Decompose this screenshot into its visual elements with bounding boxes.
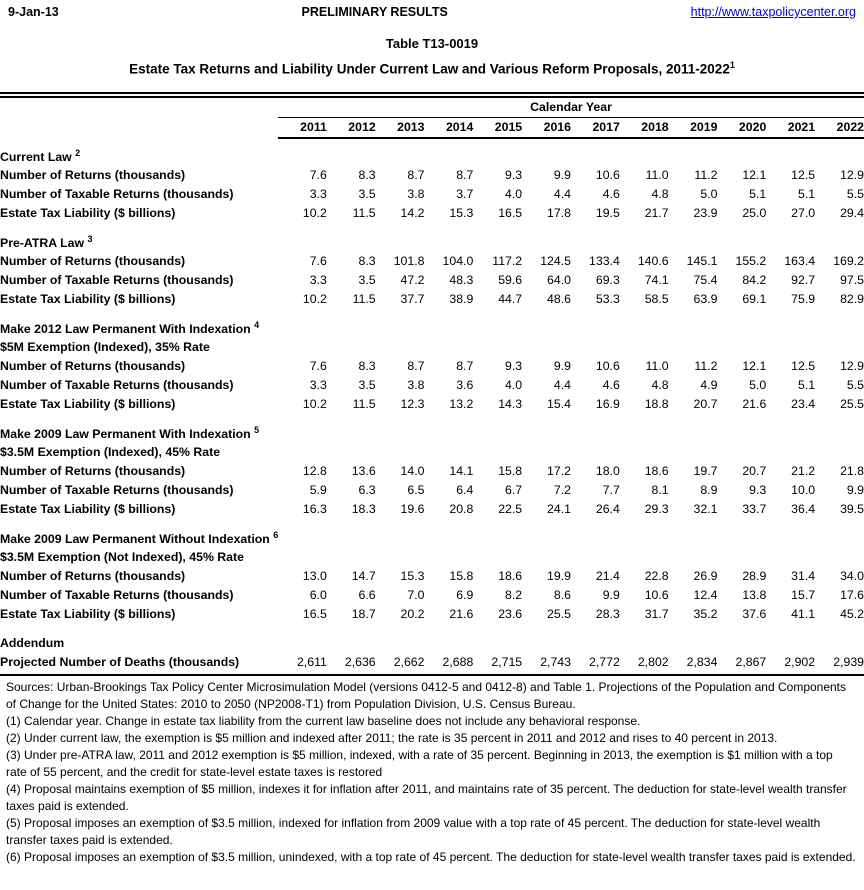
value-cell: 2,834 — [686, 655, 718, 669]
value-cell: 3.3 — [309, 187, 327, 201]
value-cell: 5.1 — [749, 187, 767, 201]
section-gap-cell — [0, 309, 864, 319]
row-label: Number of Taxable Returns (thousands) — [0, 378, 234, 392]
value-cell: 38.9 — [449, 292, 474, 306]
value-cell: 3.6 — [456, 378, 474, 392]
value-cell: 2,688 — [442, 655, 474, 669]
value-cell: 23.6 — [498, 607, 523, 621]
value-cell: 16.3 — [302, 502, 327, 516]
value-cell: 9.9 — [553, 168, 571, 182]
value-cell: 3.7 — [456, 187, 474, 201]
value-cell: 4.8 — [651, 378, 669, 392]
value-cell: 140.6 — [637, 254, 669, 268]
section-header-row — [0, 424, 864, 443]
taxpolicycenter-link[interactable]: http://www.taxpolicycenter.org — [690, 5, 856, 19]
value-cell: 69.3 — [595, 273, 620, 287]
year-header-2017: 2017 — [571, 117, 620, 138]
value-cell: 18.3 — [351, 502, 376, 516]
value-cell: 69.1 — [742, 292, 767, 306]
value-cell: 3.8 — [407, 187, 425, 201]
value-cell: 3.3 — [309, 378, 327, 392]
value-cell: 48.3 — [449, 273, 474, 287]
value-cell: 15.4 — [547, 397, 571, 411]
value-cell: 101.8 — [393, 254, 425, 268]
value-cell: 16.5 — [498, 206, 523, 220]
value-cell: 12.5 — [791, 359, 816, 373]
value-cell: 34.0 — [840, 569, 864, 583]
value-cell: 11.5 — [352, 206, 376, 220]
row-label: Estate Tax Liability ($ billions) — [0, 292, 176, 306]
value-cell: 6.5 — [407, 483, 425, 497]
value-cell: 4.4 — [553, 187, 571, 201]
value-cell: 29.4 — [840, 206, 864, 220]
estate-tax-table — [0, 98, 864, 672]
table-row — [0, 462, 864, 481]
value-cell: 5.0 — [749, 378, 767, 392]
section-subheader-label: $3.5M Exemption (Not Indexed), 45% Rate — [0, 550, 244, 564]
year-header-2021: 2021 — [766, 117, 815, 138]
table-lead-spacer-cell — [0, 138, 864, 147]
value-cell: 9.9 — [602, 588, 620, 602]
section-footnote-marker: 5 — [254, 424, 260, 435]
spanner-empty-cell — [0, 98, 278, 118]
value-cell: 25.5 — [840, 397, 864, 411]
value-cell: 18.8 — [644, 397, 669, 411]
section-header-label: Pre-ATRA Law $^3$ — [0, 233, 93, 251]
value-cell: 10.6 — [644, 588, 669, 602]
value-cell: 10.6 — [595, 168, 620, 182]
row-label: Number of Taxable Returns (thousands) — [0, 273, 234, 287]
value-cell: 37.7 — [400, 292, 425, 306]
footnotes-block — [0, 676, 864, 866]
table-row — [0, 185, 864, 204]
value-cell: 84.2 — [742, 273, 767, 287]
year-header-2014: 2014 — [424, 117, 473, 138]
value-cell: 59.6 — [498, 273, 523, 287]
value-cell: 2,902 — [784, 655, 816, 669]
value-cell: 74.1 — [644, 273, 669, 287]
value-cell: 18.6 — [498, 569, 523, 583]
table-row — [0, 204, 864, 223]
footnote-4: (4) Proposal maintains exemption of $5 million, indexes it for inflation after 2011, and maintains rate of 35 percent. The deduction for state-level wealth transfer taxes paid is extended. — [6, 781, 847, 813]
value-cell: 26.9 — [693, 569, 718, 583]
table-row — [0, 653, 864, 672]
value-cell: 11.5 — [352, 397, 376, 411]
row-label: Projected Number of Deaths (thousands) — [0, 655, 240, 669]
value-cell: 13.6 — [351, 464, 376, 478]
row-label: Number of Returns (thousands) — [0, 359, 186, 373]
value-cell: 6.0 — [309, 588, 327, 602]
doc-date: 9-Jan-13 — [8, 5, 59, 19]
section-footnote-marker: 4 — [254, 319, 260, 330]
value-cell: 2,802 — [637, 655, 669, 669]
value-cell: 16.5 — [302, 607, 327, 621]
section-header-label: Current Law $^2$ — [0, 147, 81, 165]
section-gap-cell — [0, 624, 864, 634]
value-cell: 5.9 — [309, 483, 327, 497]
value-cell: 20.2 — [400, 607, 425, 621]
table-row — [0, 166, 864, 185]
row-label: Estate Tax Liability ($ billions) — [0, 607, 176, 621]
value-cell: 12.9 — [840, 359, 864, 373]
section-header-row — [0, 634, 864, 653]
value-cell: 26.4 — [595, 502, 620, 516]
value-cell: 8.1 — [651, 483, 669, 497]
value-cell: 9.3 — [505, 359, 523, 373]
value-cell: 4.8 — [651, 187, 669, 201]
value-cell: 14.0 — [400, 464, 425, 478]
value-cell: 9.9 — [846, 483, 864, 497]
value-cell: 92.7 — [791, 273, 816, 287]
year-header-2022: 2022 — [815, 117, 864, 138]
value-cell: 2,715 — [491, 655, 523, 669]
year-header-2020: 2020 — [717, 117, 766, 138]
title-block — [0, 36, 864, 77]
value-cell: 14.3 — [498, 397, 523, 411]
value-cell: 13.0 — [302, 569, 327, 583]
value-cell: 5.1 — [798, 378, 816, 392]
row-label: Number of Returns (thousands) — [0, 464, 186, 478]
value-cell: 22.5 — [498, 502, 523, 516]
table-row — [0, 376, 864, 395]
value-cell: 39.5 — [840, 502, 864, 516]
value-cell: 9.3 — [749, 483, 767, 497]
value-cell: 20.8 — [449, 502, 474, 516]
value-cell: 12.5 — [791, 168, 816, 182]
value-cell: 10.2 — [302, 397, 327, 411]
value-cell: 47.2 — [400, 273, 425, 287]
value-cell: 8.2 — [505, 588, 523, 602]
value-cell: 3.5 — [358, 187, 376, 201]
value-cell: 75.4 — [693, 273, 718, 287]
row-label: Number of Returns (thousands) — [0, 254, 186, 268]
footnote-5: (5) Proposal imposes an exemption of $3.5 million, indexed for inflation from 2009 value with a top rate of 45 percent. The deduction for state-level wealth transfer taxes paid is extended. — [6, 815, 821, 847]
value-cell: 23.4 — [791, 397, 816, 411]
value-cell: 133.4 — [589, 254, 620, 268]
value-cell: 11.0 — [645, 168, 669, 182]
table-number: Table T13-0019 — [385, 36, 479, 51]
section-gap-cell — [0, 223, 864, 233]
year-header-2011: 2011 — [278, 117, 327, 138]
section-footnote-marker: 3 — [87, 233, 93, 244]
value-cell: 25.0 — [742, 206, 767, 220]
value-cell: 15.7 — [791, 588, 816, 602]
value-cell: 14.2 — [400, 206, 425, 220]
page-title-text: Estate Tax Returns and Liability Under Current Law and Various Reform Proposals, 2011-2022 — [129, 61, 730, 77]
value-cell: 8.6 — [553, 588, 571, 602]
section-header-label: Make 2009 Law Permanent With Indexation $^5$ — [0, 424, 260, 442]
table-row — [0, 605, 864, 624]
value-cell: 45.2 — [840, 607, 864, 621]
table-row — [0, 252, 864, 271]
value-cell: 12.1 — [742, 359, 767, 373]
section-gap — [0, 519, 864, 529]
page-title — [0, 60, 864, 77]
section-gap-cell — [0, 414, 864, 424]
value-cell: 9.9 — [553, 359, 571, 373]
year-header-2016: 2016 — [522, 117, 571, 138]
section-gap-cell — [0, 519, 864, 529]
table-row — [0, 271, 864, 290]
value-cell: 17.2 — [547, 464, 571, 478]
value-cell: 14.1 — [449, 464, 474, 478]
section-subheader-label: $5M Exemption (Indexed), 35% Rate — [0, 340, 210, 354]
value-cell: 6.3 — [358, 483, 376, 497]
value-cell: 4.6 — [602, 187, 620, 201]
value-cell: 3.3 — [309, 273, 327, 287]
value-cell: 20.7 — [693, 397, 718, 411]
value-cell: 27.0 — [791, 206, 816, 220]
sources-note: Sources: Urban-Brookings Tax Policy Center Microsimulation Model (versions 0412-5 and 0412-8) and Table 1. Projections of the Population and Components of Change for the United States: 2010 to 2050 (NP2008-T1) from Population Division, U.S. Census Bureau. — [6, 679, 847, 711]
table-row — [0, 481, 864, 500]
value-cell: 35.2 — [693, 607, 718, 621]
value-cell: 33.7 — [742, 502, 767, 516]
value-cell: 63.9 — [693, 292, 718, 306]
value-cell: 19.7 — [693, 464, 718, 478]
footnote-6: (6) Proposal imposes an exemption of $3.5 million, unindexed, with a top rate of 45 percent. The deduction for state-level wealth transfer taxes paid is extended. — [6, 849, 856, 864]
calendar-year-spanner: Calendar Year — [278, 98, 864, 118]
value-cell: 6.6 — [358, 588, 376, 602]
value-cell: 15.8 — [498, 464, 523, 478]
table-lead-spacer — [0, 138, 864, 147]
value-cell: 12.8 — [302, 464, 327, 478]
value-cell: 11.2 — [694, 168, 718, 182]
value-cell: 19.5 — [595, 206, 620, 220]
section-subheader-label: $3.5M Exemption (Indexed), 45% Rate — [0, 445, 221, 459]
value-cell: 48.6 — [547, 292, 571, 306]
value-cell: 22.8 — [644, 569, 669, 583]
value-cell: 5.1 — [798, 187, 816, 201]
value-cell: 31.7 — [644, 607, 669, 621]
value-cell: 117.2 — [492, 254, 523, 268]
section-header-label: Make 2009 Law Permanent Without Indexation $^6$ — [0, 529, 279, 547]
footnote-1: (1) Calendar year. Change in estate tax liability from the current law baseline does not include any behavioral response. — [6, 713, 641, 728]
value-cell: 6.9 — [456, 588, 474, 602]
years-header-row — [0, 117, 864, 138]
value-cell: 64.0 — [547, 273, 571, 287]
value-cell: 44.7 — [498, 292, 523, 306]
value-cell: 8.7 — [407, 168, 425, 182]
value-cell: 4.0 — [505, 378, 523, 392]
section-footnote-marker: 2 — [75, 147, 81, 158]
value-cell: 163.4 — [784, 254, 816, 268]
value-cell: 53.3 — [595, 292, 620, 306]
section-subheader-row — [0, 338, 864, 357]
preliminary-results-label: PRELIMINARY RESULTS — [301, 5, 448, 19]
value-cell: 10.6 — [595, 359, 620, 373]
value-cell: 2,867 — [735, 655, 767, 669]
value-cell: 4.0 — [505, 187, 523, 201]
value-cell: 9.3 — [505, 168, 523, 182]
table-row — [0, 395, 864, 414]
value-cell: 12.9 — [840, 168, 864, 182]
table-row — [0, 357, 864, 376]
spanner-row — [0, 98, 864, 118]
value-cell: 7.2 — [553, 483, 571, 497]
years-empty-cell — [0, 117, 278, 138]
value-cell: 8.7 — [456, 359, 474, 373]
table-row — [0, 290, 864, 309]
value-cell: 8.7 — [407, 359, 425, 373]
value-cell: 15.8 — [449, 569, 474, 583]
value-cell: 37.6 — [742, 607, 767, 621]
value-cell: 8.9 — [700, 483, 718, 497]
value-cell: 7.6 — [309, 254, 327, 268]
value-cell: 10.2 — [302, 206, 327, 220]
value-cell: 21.8 — [840, 464, 864, 478]
value-cell: 6.4 — [456, 483, 474, 497]
value-cell: 11.5 — [352, 292, 376, 306]
value-cell: 20.7 — [742, 464, 767, 478]
value-cell: 2,636 — [344, 655, 376, 669]
table-row — [0, 500, 864, 519]
row-label: Number of Taxable Returns (thousands) — [0, 588, 234, 602]
row-label: Number of Returns (thousands) — [0, 569, 186, 583]
year-header-2018: 2018 — [620, 117, 669, 138]
value-cell: 8.3 — [358, 254, 376, 268]
value-cell: 82.9 — [840, 292, 864, 306]
value-cell: 10.2 — [302, 292, 327, 306]
value-cell: 18.6 — [644, 464, 669, 478]
value-cell: 58.5 — [644, 292, 669, 306]
section-header-row — [0, 233, 864, 252]
value-cell: 19.6 — [400, 502, 425, 516]
section-gap — [0, 309, 864, 319]
year-header-2015: 2015 — [473, 117, 522, 138]
value-cell: 13.2 — [449, 397, 474, 411]
footnote-2: (2) Under current law, the exemption is $5 million and indexed after 2011; the rate is 35 percent in 2011 and 2012 and rises to 40 percent in 2013. — [6, 730, 778, 745]
section-header-row — [0, 147, 864, 166]
value-cell: 18.7 — [351, 607, 376, 621]
row-label: Number of Returns (thousands) — [0, 168, 186, 182]
value-cell: 24.1 — [547, 502, 571, 516]
value-cell: 169.2 — [833, 254, 864, 268]
table-row — [0, 586, 864, 605]
value-cell: 2,743 — [540, 655, 571, 669]
year-header-2019: 2019 — [669, 117, 718, 138]
value-cell: 17.8 — [547, 206, 571, 220]
value-cell: 7.6 — [309, 359, 327, 373]
row-label: Estate Tax Liability ($ billions) — [0, 397, 176, 411]
section-gap — [0, 414, 864, 424]
section-footnote-marker: 6 — [273, 529, 279, 540]
document-header — [0, 0, 864, 19]
value-cell: 8.3 — [358, 359, 376, 373]
row-label: Estate Tax Liability ($ billions) — [0, 206, 176, 220]
value-cell: 32.1 — [693, 502, 718, 516]
value-cell: 145.1 — [686, 254, 718, 268]
value-cell: 5.0 — [700, 187, 718, 201]
value-cell: 31.4 — [791, 569, 816, 583]
value-cell: 12.1 — [742, 168, 767, 182]
value-cell: 3.5 — [358, 378, 376, 392]
value-cell: 21.4 — [595, 569, 620, 583]
value-cell: 14.7 — [351, 569, 376, 583]
value-cell: 3.5 — [358, 273, 376, 287]
value-cell: 4.4 — [553, 378, 571, 392]
value-cell: 12.4 — [693, 588, 718, 602]
value-cell: 4.9 — [700, 378, 718, 392]
value-cell: 13.8 — [742, 588, 767, 602]
value-cell: 21.6 — [742, 397, 767, 411]
section-header-row — [0, 529, 864, 548]
value-cell: 28.9 — [742, 569, 767, 583]
value-cell: 15.3 — [400, 569, 425, 583]
value-cell: 19.9 — [547, 569, 571, 583]
value-cell: 29.3 — [644, 502, 669, 516]
value-cell: 36.4 — [791, 502, 816, 516]
section-subheader-row — [0, 443, 864, 462]
value-cell: 155.2 — [735, 254, 767, 268]
section-header-label: Addendum — [0, 636, 65, 650]
value-cell: 75.9 — [791, 292, 816, 306]
value-cell: 124.5 — [540, 254, 571, 268]
row-label: Estate Tax Liability ($ billions) — [0, 502, 176, 516]
value-cell: 23.9 — [693, 206, 718, 220]
section-subheader-row — [0, 548, 864, 567]
value-cell: 21.2 — [791, 464, 816, 478]
row-label: Number of Taxable Returns (thousands) — [0, 483, 234, 497]
footnote-3: (3) Under pre-ATRA law, 2011 and 2012 exemption is $5 million, indexed, with a rate of 35 percent. Beginning in 2013, the exemption is $1 million with a top rate of 55 percent, and the credit for state-level estate taxes is restored — [6, 747, 833, 779]
value-cell: 8.3 — [358, 168, 376, 182]
table-row — [0, 567, 864, 586]
value-cell: 4.6 — [602, 378, 620, 392]
value-cell: 18.0 — [595, 464, 620, 478]
value-cell: 7.6 — [309, 168, 327, 182]
value-cell: 28.3 — [595, 607, 620, 621]
value-cell: 7.7 — [602, 483, 620, 497]
value-cell: 2,611 — [296, 655, 327, 669]
value-cell: 12.3 — [400, 397, 425, 411]
value-cell: 7.0 — [407, 588, 425, 602]
value-cell: 2,662 — [393, 655, 425, 669]
value-cell: 5.5 — [846, 378, 864, 392]
value-cell: 21.7 — [644, 206, 669, 220]
value-cell: 97.5 — [840, 273, 864, 287]
year-header-2012: 2012 — [327, 117, 376, 138]
value-cell: 5.5 — [846, 187, 864, 201]
section-gap — [0, 223, 864, 233]
value-cell: 41.1 — [791, 607, 816, 621]
value-cell: 21.6 — [449, 607, 474, 621]
value-cell: 2,939 — [833, 655, 864, 669]
value-cell: 2,772 — [589, 655, 620, 669]
value-cell: 11.0 — [645, 359, 669, 373]
value-cell: 8.7 — [456, 168, 474, 182]
value-cell: 11.2 — [694, 359, 718, 373]
title-footnote-marker: 1 — [729, 60, 735, 70]
value-cell: 3.8 — [407, 378, 425, 392]
value-cell: 6.7 — [505, 483, 523, 497]
value-cell: 16.9 — [595, 397, 620, 411]
value-cell: 10.0 — [791, 483, 816, 497]
value-cell: 25.5 — [547, 607, 571, 621]
value-cell: 17.6 — [840, 588, 864, 602]
year-header-2013: 2013 — [376, 117, 425, 138]
value-cell: 104.0 — [442, 254, 474, 268]
section-header-label: Make 2012 Law Permanent With Indexation $^4$ — [0, 319, 260, 337]
value-cell: 15.3 — [449, 206, 474, 220]
section-header-row — [0, 319, 864, 338]
section-gap — [0, 624, 864, 634]
row-label: Number of Taxable Returns (thousands) — [0, 187, 234, 201]
